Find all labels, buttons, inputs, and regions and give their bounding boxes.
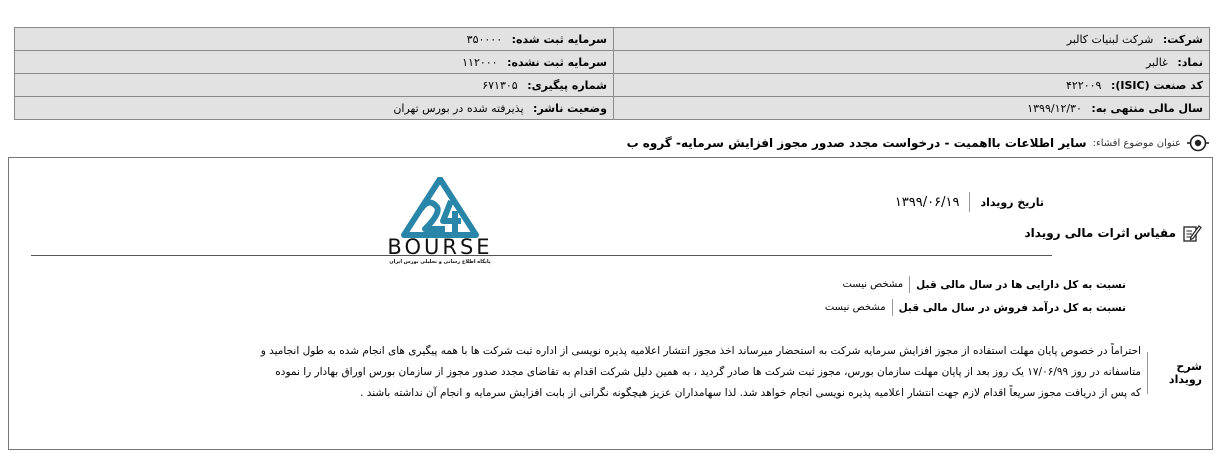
logo-mark-icon [381, 177, 499, 239]
edit-note-icon [1182, 223, 1202, 243]
info-row [15, 28, 1210, 51]
company-value: شرکت لبنیات کالبر [1066, 32, 1154, 46]
report-panel [8, 157, 1213, 450]
ratio-label: نسبت به کل دارایی ها در سال مالی قبل [916, 278, 1126, 291]
event-date [895, 192, 1044, 212]
event-date-value: ۱۳۹۹/۰۶/۱۹ [894, 194, 960, 210]
description-line: احتراماً در خصوص پایان مهلت استفاده از مجوز افزایش سرمایه شرکت به استحضار میرساند اخذ مجوز انتشار اعلامیه پذیره نویسی از اداره ثبت شرکت ها با همه پیگیری های انجام شده به طول انجامید و [260, 345, 1141, 357]
subject-line [627, 132, 1209, 154]
fiscal-year-cell [614, 97, 1210, 120]
logo-subtitle: پایگاه اطلاع رسانی و تحلیلی بورس ایران [389, 259, 491, 265]
ratio-label: نسبت به کل درآمد فروش در سال مالی قبل [898, 301, 1126, 314]
capital-unregistered-value: ۱۱۲۰۰۰ [462, 55, 498, 69]
fiscal-year-label: سال مالی منتهی به: [1091, 101, 1203, 115]
event-description [261, 341, 1202, 404]
company-label: شرکت: [1162, 32, 1203, 46]
isic-cell [614, 74, 1210, 97]
description-label: شرح رویداد [1168, 359, 1202, 386]
effects-heading [1025, 223, 1202, 243]
separator [892, 299, 893, 316]
event-date-label: تاریخ رویداد [980, 195, 1044, 209]
isic-label: کد صنعت (ISIC): [1110, 78, 1203, 92]
description-line: متاسفانه در روز ۱۷/۰۶/۹۹ یک روز بعد از پایان مهلت سازمان بورس، مجوز ثبت شرکت ها صادر گردید ، به همین دلیل شرکت اقدام به تقاضای مجدد صدور مجوز از سازمان بورس اوراق بهادار را نموده [275, 366, 1141, 378]
capital-registered-cell [15, 28, 614, 51]
subject-title: سایر اطلاعات بااهمیت - درخواست مجدد صدور مجوز افزایش سرمایه- گروه ب [626, 136, 1087, 150]
bourse24-logo [381, 177, 499, 265]
section-divider [31, 255, 1052, 256]
capital-registered-label: سرمایه ثبت شده: [511, 32, 607, 46]
company-info-table [14, 27, 1210, 120]
logo-text: BOURSE [387, 235, 493, 259]
fiscal-year-value: ۱۳۹۹/۱۲/۳۰ [1027, 101, 1082, 115]
tracking-value: ۶۷۱۳۰۵ [482, 78, 518, 92]
ratio-row [842, 276, 1126, 293]
capital-registered-value: ۳۵۰۰۰۰ [466, 32, 503, 46]
ratio-value: مشخص نیست [842, 279, 904, 290]
target-bullet-icon [1187, 132, 1209, 154]
info-row [15, 97, 1210, 120]
separator [909, 276, 910, 293]
tracking-label: شماره پیگیری: [527, 78, 607, 92]
publisher-status-cell [15, 97, 614, 120]
description-line: که پس از دریافت مجوز سریعاً اقدام لازم جهت انتشار اعلامیه پذیره نویسی انجام خواهد شد. لذا سهامداران عزیز هیچگونه نگرانی از بابت افزایش سرمایه و انجام آن نداشته باشند . [360, 387, 1141, 399]
separator [1147, 352, 1148, 394]
capital-unregistered-label: سرمایه ثبت نشده: [507, 55, 607, 69]
capital-unregistered-cell [15, 51, 614, 74]
ratio-row [825, 299, 1126, 316]
info-row [15, 74, 1210, 97]
report-top-border [9, 157, 1212, 158]
symbol-label: نماد: [1177, 55, 1203, 69]
tracking-cell [15, 74, 614, 97]
ratio-value: مشخص نیست [824, 302, 886, 313]
publisher-status-value: پذیرفته شده در بورس تهران [393, 101, 524, 115]
subject-caption: عنوان موضوع افشاء: [1092, 137, 1181, 149]
company-cell [614, 28, 1210, 51]
separator [969, 192, 970, 212]
info-row [15, 51, 1210, 74]
symbol-value: غالبر [1145, 55, 1168, 69]
description-text [261, 341, 1141, 404]
publisher-status-label: وضعیت ناشر: [533, 101, 607, 115]
effects-title: مقیاس اثرات مالی رویداد [1024, 226, 1176, 240]
isic-value: ۴۲۲۰۰۹ [1066, 78, 1102, 92]
symbol-cell [614, 51, 1210, 74]
